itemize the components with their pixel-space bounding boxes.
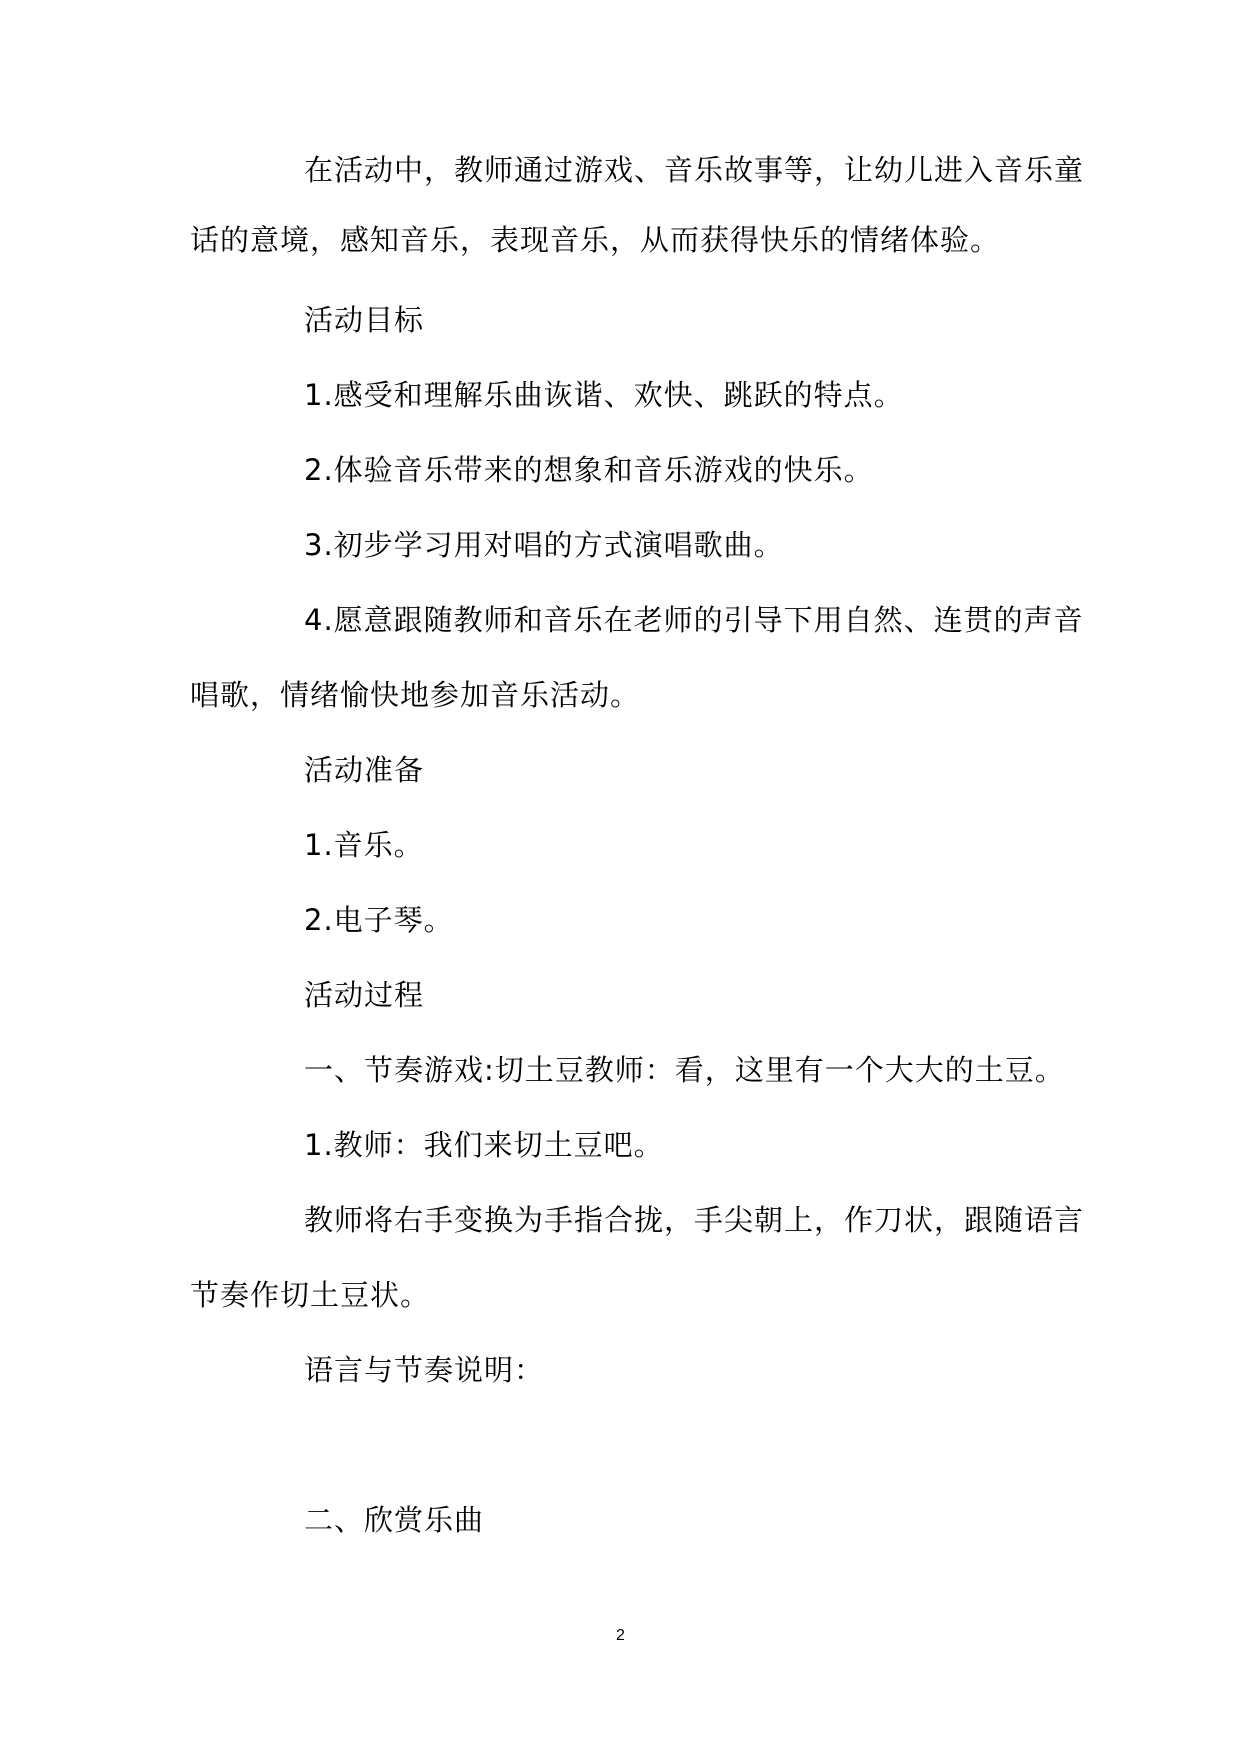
goal-item-3: 3.初步学习用对唱的方式演唱歌曲。 bbox=[304, 528, 784, 562]
process-section-2-title: 二、欣赏乐曲 bbox=[304, 1503, 485, 1537]
heading-activity-preparation: 活动准备 bbox=[304, 753, 425, 787]
preparation-item-1: 1.音乐。 bbox=[304, 828, 424, 862]
goal-item-2: 2.体验音乐带来的想象和音乐游戏的快乐。 bbox=[304, 453, 874, 487]
goal-item-4-line-2: 唱歌，情绪愉快地参加音乐活动。 bbox=[190, 678, 641, 712]
heading-activity-goals: 活动目标 bbox=[304, 303, 425, 337]
paragraph-intro-line-1: 在活动中，教师通过游戏、音乐故事等，让幼儿进入音乐童 bbox=[304, 153, 1085, 187]
process-section-1-title: 一、节奏游戏:切土豆教师：看，这里有一个大大的土豆。 bbox=[304, 1053, 1065, 1087]
process-instruction-line-1: 教师将右手变换为手指合拢，手尖朝上，作刀状，跟随语言 bbox=[304, 1203, 1085, 1237]
heading-activity-process: 活动过程 bbox=[304, 978, 425, 1012]
goal-item-4-line-1: 4.愿意跟随教师和音乐在老师的引导下用自然、连贯的声音 bbox=[304, 603, 1084, 637]
preparation-item-2: 2.电子琴。 bbox=[304, 903, 454, 937]
goal-item-1: 1.感受和理解乐曲诙谐、欢快、跳跃的特点。 bbox=[304, 378, 904, 412]
paragraph-intro-line-2: 话的意境，感知音乐，表现音乐，从而获得快乐的情绪体验。 bbox=[190, 223, 1001, 257]
rhythm-explanation-label: 语言与节奏说明： bbox=[304, 1353, 545, 1387]
process-step-1: 1.教师：我们来切土豆吧。 bbox=[304, 1128, 664, 1162]
process-instruction-line-2: 节奏作切土豆状。 bbox=[190, 1278, 431, 1312]
page-number: 2 bbox=[616, 1627, 625, 1644]
